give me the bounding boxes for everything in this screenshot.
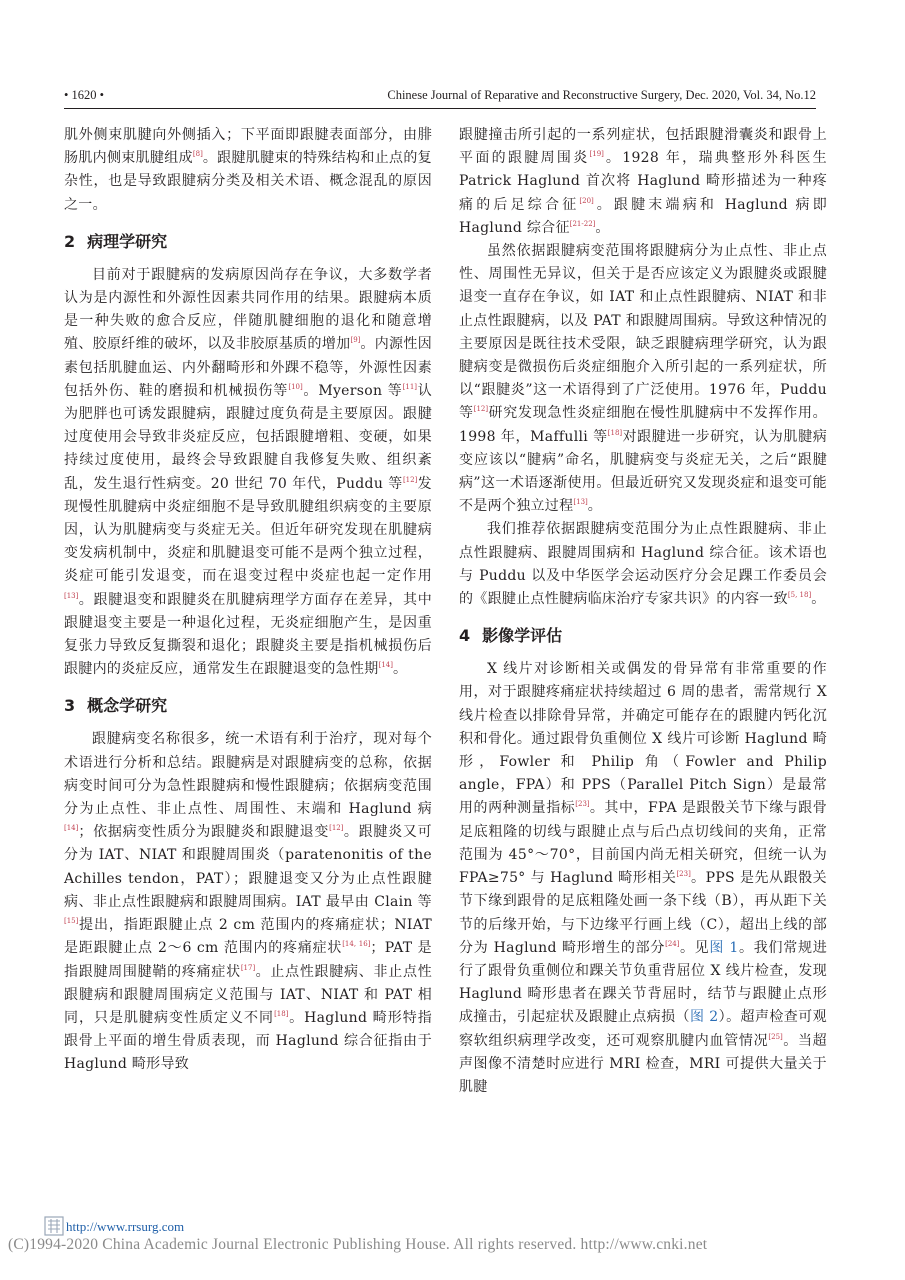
citation-ref[interactable]: [12] bbox=[473, 405, 489, 414]
citation-ref[interactable]: [13] bbox=[64, 591, 79, 600]
section-heading: 4 影像学评估 bbox=[459, 626, 563, 646]
right-column bbox=[459, 124, 827, 1099]
section-heading: 3 概念学研究 bbox=[64, 696, 168, 716]
citation-ref[interactable]: [17] bbox=[240, 963, 256, 972]
paragraph: X 线片对诊断相关或偶发的骨异常有非常重要的作用，对于跟腱疼痛症状持续超过 6 周的患者，需常规行 X 线片检查以排除骨异常，并确定可能存在的跟腱内钙化沉积和骨化。通过跟骨负重侧位 X 线片可诊断 Haglund 畸形，Fowler 和 Philip 角（Fowler and Philip angle，FPA）和 PPS（Parallel Pitch Sign）是最常用的两种测量指标[23]。其中，FPA 是跟骰关节下缘与跟骨足底粗隆的切线与跟腱止点与后凸点切线间的夹角，正常范围为 45°～70°，目前国内尚无相关研究，但统一认为 FPA≥75° 与 Haglund 畸形相关[23]。PPS 是先从跟骰关节下缘到跟骨的足底粗隆处画一条下线（B），再从距下关节的后缘开始，与下边缘平行画上线（C），超出上线的部分为 Haglund 畸形增生的部分[24]。见图 1。我们常规进行了跟骨负重侧位和踝关节负重背屈位 X 线片检查，发现 Haglund 畸形患者在踝关节背屈时，结节与跟腱止点形成撞击，引起症状及跟腱止点病损（图 2）。超声检查可观察软组织病理学改变，还可观察肌腱内血管情况[25]。当超声图像不清楚时应进行 MRI 检查，MRI 可提供大量关于肌腱 bbox=[459, 661, 827, 1095]
journal-url[interactable]: http://www.rrsurg.com bbox=[66, 1219, 185, 1234]
left-column bbox=[64, 124, 432, 1077]
citation-ref[interactable]: [12] bbox=[329, 824, 344, 833]
citation-ref[interactable]: [18] bbox=[274, 1009, 289, 1018]
citation-ref[interactable]: [14, 16] bbox=[342, 940, 371, 949]
citation-ref[interactable]: [10] bbox=[288, 382, 303, 391]
figure-link[interactable]: 图 1 bbox=[709, 939, 739, 956]
paragraph: 跟腱撞击所引起的一系列症状，包括跟腱滑囊炎和跟骨上平面的跟腱周围炎[19]。1928 年，瑞典整形外科医生 Patrick Haglund 首次将 Haglund 畸形描述为一种疼痛的后足综合征[20]。跟腱末端病和 Haglund 病即 Haglund 综合征[21-22]。 bbox=[459, 127, 827, 236]
paragraph: 目前对于跟腱病的发病原因尚存在争议，大多数学者认为是内源性和外源性因素共同作用的结果。跟腱病本质是一种失败的愈合反应，伴随肌腱细胞的退化和随意增殖、胶原纤维的破坏，以及非胶原基质的增加[9]。内源性因素包括肌腱血运、内外翻畸形和外踝不稳等，外源性因素包括外伤、鞋的磨损和机械损伤等[10]。Myerson 等[11]认为肥胖也可诱发跟腱病，跟腱过度负荷是主要原因。跟腱过度使用会导致非炎症反应，包括跟腱增粗、变硬，如果持续过度使用，最终会导致跟腱自我修复失败、组织紊乱，发生退行性病变。20 世纪 70 年代，Puddu 等[12]发现慢性肌腱病中炎症细胞不是导致肌腱组织病变的主要原因，认为肌腱病变与炎症无关。但近年研究发现在肌腱病变发病机制中，炎症和肌腱退变可能不是两个独立过程，炎症可能引发退变，而在退变过程中炎症也起一定作用[13]。跟腱退变和跟腱炎在肌腱病理学方面存在差异，其中跟腱退变主要是一种退化过程，无炎症细胞产生，是因重复张力导致反复撕裂和退化；跟腱炎主要是指机械损伤后跟腱内的炎症反应，通常发生在跟腱退变的急性期[14]。 bbox=[64, 266, 433, 678]
citation-ref[interactable]: [21-22] bbox=[569, 219, 596, 228]
citation-ref[interactable]: [13] bbox=[573, 498, 588, 507]
citation-ref[interactable]: [5, 18] bbox=[787, 591, 812, 600]
figure-link[interactable]: 图 2 bbox=[689, 1009, 719, 1026]
citation-ref[interactable]: [24] bbox=[665, 939, 680, 948]
citation-ref[interactable]: [15] bbox=[64, 917, 79, 926]
citation-ref[interactable]: [14] bbox=[64, 824, 79, 833]
header-rule bbox=[64, 108, 816, 109]
paragraph: 虽然依据跟腱病变范围将跟腱病分为止点性、非止点性、周围性无异议，但关于是否应该定义为跟腱炎或跟腱退变一直存在争议，如 IAT 和止点性跟腱病、NIAT 和非止点性跟腱病，以及 PAT 和跟腱周围病。导致这种情况的主要原因是既往技术受限，缺乏跟腱病理学研究，认为跟腱病变是微损伤后炎症细胞介入所引起的一系列症状，所以“跟腱炎”这一术语得到了广泛使用。1976 年，Puddu 等[12]研究发现急性炎症细胞在慢性肌腱病中不发挥作用。1998 年，Maffulli 等[18]对跟腱进一步研究，认为肌腱病变应该以“腱病”命名，肌腱病变与炎症无关，之后“跟腱病”这一术语逐渐使用。但最近研究又发现炎症和退变可能不是两个独立过程[13]。 bbox=[459, 243, 827, 515]
section-heading: 2 病理学研究 bbox=[64, 231, 168, 251]
citation-ref[interactable]: [11] bbox=[402, 382, 418, 391]
paragraph: 我们推荐依据跟腱病变范围分为止点性跟腱病、非止点性跟腱病、跟腱周围病和 Haglund 综合征。该术语也与 Puddu 以及中华医学会运动医疗分会足踝工作委员会的《跟腱止点性腱病临床治疗专家共识》的内容一致[5, 18]。 bbox=[459, 521, 827, 608]
paragraph: 肌外侧束肌腱向外侧插入；下平面即跟腱表面部分，由腓肠肌内侧束肌腱组成[8]。跟腱肌腱束的特殊结构和止点的复杂性，也是导致跟腱病分类及相关术语、概念混乱的原因之一。 bbox=[64, 127, 432, 213]
citation-ref[interactable]: [19] bbox=[589, 150, 604, 159]
paragraph: 跟腱病变名称很多，统一术语有利于治疗，现对每个术语进行分析和总结。跟腱病是对跟腱病变的总称，依据病变时间可分为急性跟腱病和慢性跟腱病；依据病变范围分为止点性、非止点性、周围性、末端和 Haglund 病[14]；依据病变性质分为跟腱炎和跟腱退变[12]。跟腱炎又可分为 IAT、NIAT 和跟腱周围炎（paratenonitis of the Achilles tendon，PAT）；跟腱退变又分为止点性跟腱病、非止点性跟腱病和跟腱周围病。IAT 最早由 Clain 等[15]提出，指距跟腱止点 2 cm 范围内的疼痛症状；NIAT 是距跟腱止点 2～6 cm 范围内的疼痛症状[14, 16]；PAT 是指跟腱周围腱鞘的疼痛症状[17]。止点性跟腱病、非止点性跟腱病和跟腱周围病定义范围与 IAT、NIAT 和 PAT 相同，只是肌腱病变性质定义不同[18]。Haglund 畸形特指跟骨上平面的增生骨质表现，而 Haglund 综合征指由于 Haglund 畸形导致 bbox=[64, 731, 433, 1073]
citation-ref[interactable]: [9] bbox=[350, 336, 361, 345]
running-header bbox=[64, 88, 816, 108]
citation-ref[interactable]: [25] bbox=[768, 1032, 783, 1041]
citation-ref[interactable]: [20] bbox=[579, 196, 594, 205]
copyright-watermark: (C)1994-2020 China Academic Journal Electronic Publishing House. All rights reserved. http://www.cnki.net bbox=[8, 1236, 708, 1253]
citation-ref[interactable]: [8] bbox=[192, 150, 203, 159]
citation-ref[interactable]: [14] bbox=[378, 661, 393, 670]
citation-ref[interactable]: [23] bbox=[575, 800, 590, 809]
page-number: • 1620 • bbox=[64, 88, 105, 102]
journal-citation: Chinese Journal of Reparative and Reconstructive Surgery, Dec. 2020, Vol. 34, No.12 bbox=[387, 88, 816, 102]
citation-ref[interactable]: [12] bbox=[402, 475, 418, 484]
journal-logo-icon bbox=[44, 1216, 64, 1236]
citation-ref[interactable]: [18] bbox=[607, 428, 623, 437]
citation-ref[interactable]: [23] bbox=[676, 870, 691, 879]
